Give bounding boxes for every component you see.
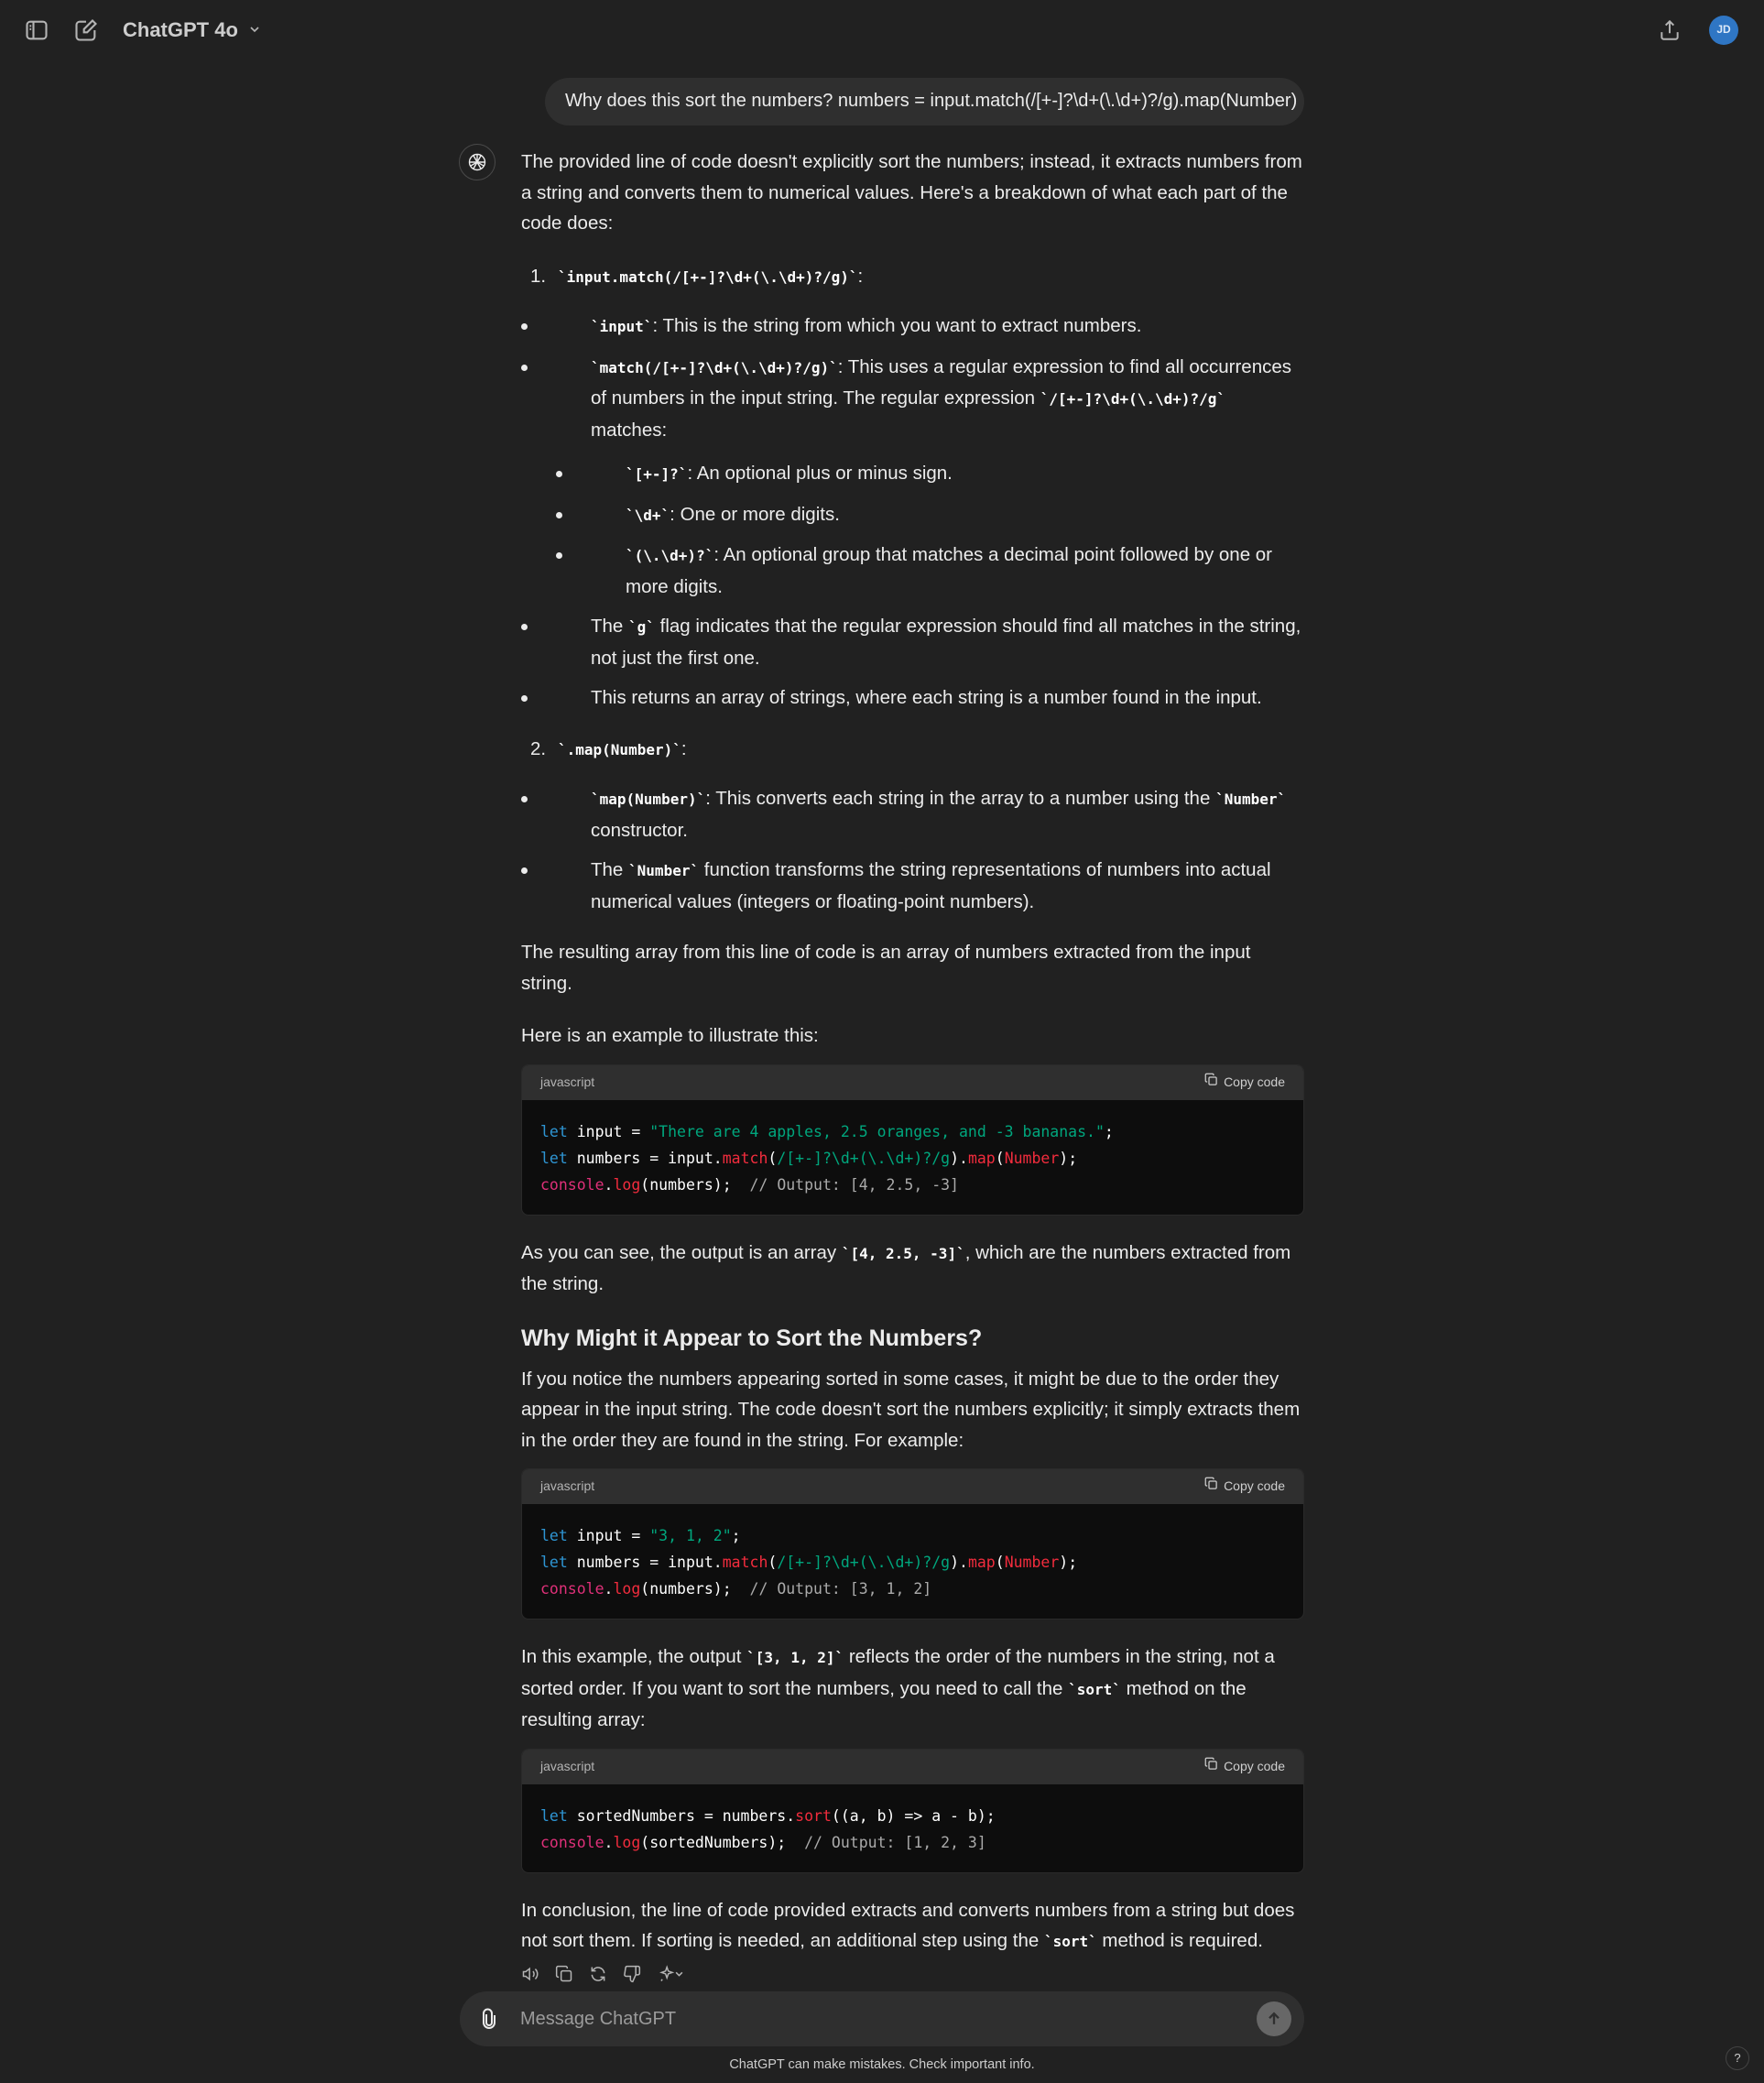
code-token: . (604, 1580, 614, 1598)
code-token: map (967, 1149, 996, 1167)
bullet-map (521, 783, 1304, 845)
inline-code: `sort` (1068, 1680, 1121, 1698)
colon: : (857, 265, 864, 287)
code-token: input = (567, 1527, 650, 1544)
help-button[interactable]: ? (1726, 2046, 1749, 2070)
bullet-text: : An optional plus or minus sign. (687, 463, 953, 484)
code-token: let (540, 1806, 568, 1825)
inline-code: `\d+` (626, 506, 670, 524)
code-token: let (540, 1122, 568, 1140)
paragraph-text: In conclusion, the line of code provided extracts and converts numbers from a string but does not sort them. If sorting is needed, an additional step using the (521, 1899, 1295, 1951)
bullet-text: flag indicates that the regular expression should find all matches in the string, not just the first one. (591, 616, 1301, 669)
chevron-down-icon (247, 15, 262, 46)
paragraph-text: method is required. (1096, 1930, 1263, 1951)
code-header (522, 1469, 1303, 1504)
regex-parts (591, 458, 1304, 602)
code-token: console (540, 1833, 604, 1851)
inline-code: `[4, 2.5, -3]` (841, 1244, 965, 1262)
model-switcher[interactable] (123, 13, 262, 48)
bullet-text: The (591, 859, 629, 880)
copy-code-button[interactable] (1204, 1067, 1285, 1098)
paragraph-text: method on the resulting array: (521, 1677, 1247, 1730)
code-block-3 (521, 1749, 1304, 1873)
copy-code-label: Copy code (1224, 1074, 1285, 1089)
bullet-text: The (591, 616, 629, 637)
message-input[interactable] (520, 2001, 1235, 2037)
code-token: ( (768, 1554, 778, 1571)
code-comment: // Output: [1, 2, 3] (804, 1833, 986, 1851)
inline-code: `/[+-]?\d+(\.\d+)?/g` (1040, 390, 1226, 408)
code-token: ; (731, 1527, 741, 1544)
output-paragraph (521, 1238, 1304, 1300)
sidebar-toggle-icon[interactable] (22, 16, 51, 45)
code-header (522, 1065, 1303, 1100)
inline-code: `.map(Number)` (558, 740, 681, 758)
model-name: ChatGPT 4o (123, 18, 238, 42)
code-token: ; (1104, 1122, 1114, 1140)
code-content (522, 1504, 1303, 1619)
copy-icon (1204, 1751, 1218, 1783)
bullet-input (521, 311, 1304, 343)
code-language: javascript (540, 1074, 595, 1089)
example-explanation-paragraph (521, 1641, 1304, 1736)
share-icon[interactable] (1655, 16, 1684, 45)
code-token: match (722, 1149, 768, 1167)
paragraph-text: As you can see, the output is an array (521, 1241, 842, 1263)
copy-icon (1204, 1471, 1218, 1502)
match-bullets (558, 311, 1304, 714)
paragraph-text: In this example, the output (521, 1646, 747, 1667)
top-bar (0, 0, 1764, 60)
code-token: console (540, 1175, 604, 1194)
bullet-text: constructor. (591, 819, 688, 841)
code-token: log (613, 1580, 641, 1598)
message-composer (460, 1991, 1304, 2046)
inline-code: `Number` (628, 862, 700, 879)
code-token: Number (1004, 1149, 1060, 1167)
paragraph-text: , which are the numbers extracted from the string. (521, 1241, 1291, 1294)
bullet-g-flag (521, 611, 1304, 673)
sub-bullet (591, 458, 1304, 490)
code-token: ( (995, 1554, 1005, 1571)
code-content (522, 1100, 1303, 1215)
code-comment: // Output: [4, 2.5, -3] (749, 1175, 959, 1194)
code-token: "There are 4 apples, 2.5 oranges, and -3 bananas." (649, 1122, 1105, 1140)
code-token: ( (995, 1149, 1005, 1167)
sparkle-model-icon[interactable] (657, 1965, 688, 1983)
user-message-bubble (545, 78, 1304, 125)
list-number: 2. (530, 737, 547, 759)
inline-code: `[3, 1, 2]` (746, 1649, 844, 1666)
code-token: . (604, 1175, 614, 1194)
inline-code: `[+-]?` (626, 465, 688, 483)
message-actions (521, 1965, 1304, 1983)
code-header (522, 1750, 1303, 1784)
code-token: let (540, 1527, 568, 1544)
chatgpt-logo-icon (459, 144, 495, 180)
bullet-text: matches: (591, 419, 668, 441)
sub-bullet (591, 540, 1304, 602)
attach-icon[interactable] (474, 2004, 504, 2034)
code-token: /[+-]?\d+(\.\d+)?/g (777, 1554, 951, 1571)
bullet-returns (521, 682, 1304, 714)
paragraph-text: reflects the order of the numbers in the string, not a sorted order. If you want to sort the numbers, you need to call the (521, 1646, 1275, 1699)
code-token: ); (1059, 1149, 1078, 1167)
thumbs-down-icon[interactable] (623, 1965, 641, 1983)
bullet-match (521, 352, 1304, 603)
code-comment: // Output: [3, 1, 2] (749, 1580, 932, 1598)
bullet-text: : This converts each string in the array to a number using the (705, 788, 1216, 809)
code-token: . (604, 1833, 614, 1851)
code-content (522, 1784, 1303, 1872)
copy-icon (1204, 1067, 1218, 1098)
code-token: log (613, 1175, 641, 1194)
user-message-text: Why does this sort the numbers? numbers = input.match(/[+-]?\d+(\.\d+)?/g).map(Number) (565, 91, 1298, 112)
code-token: (numbers); (640, 1175, 750, 1194)
inline-code: `(\.\d+)?` (626, 547, 714, 564)
code-block-2 (521, 1468, 1304, 1620)
breakdown-list (521, 261, 1304, 918)
code-token: console (540, 1580, 604, 1598)
inline-code: `input.match(/[+-]?\d+(\.\d+)?/g)` (558, 267, 858, 286)
copy-code-label: Copy code (1224, 1478, 1285, 1494)
conclusion-paragraph (521, 1895, 1304, 1958)
bullet-text: : One or more digits. (670, 503, 840, 525)
example-paragraph: Here is an example to illustrate this: (521, 1025, 819, 1046)
code-token: let (540, 1149, 568, 1167)
section-heading: Why Might it Appear to Sort the Numbers? (521, 1325, 983, 1351)
code-token: numbers = input. (567, 1554, 723, 1571)
code-token: input = (567, 1122, 650, 1140)
code-token: log (613, 1833, 641, 1851)
inline-code: `Number` (1215, 791, 1287, 808)
sub-bullet (591, 499, 1304, 531)
inline-code: `input` (591, 318, 653, 335)
bullet-text: : An optional group that matches a decimal point followed by one or more digits. (626, 544, 1273, 597)
code-token: sortedNumbers = numbers. (567, 1806, 796, 1825)
map-bullets (558, 783, 1304, 917)
list-number: 1. (530, 265, 547, 287)
code-token: ((a, b) => a - b); (831, 1806, 996, 1825)
code-language: javascript (540, 1758, 595, 1773)
bullet-text: : This uses a regular expression to find all occurrences of numbers in the input string. The regular expression (591, 355, 1292, 409)
notice-paragraph: If you notice the numbers appearing sorted in some cases, it might be due to the order they appear in the input string. The code doesn't sort the numbers explicitly; it simply extracts them in the order they are found in the string. For example: (521, 1368, 1301, 1451)
bullet-text: function transforms the string representations of numbers into actual numerical values (integers or floating-point numbers). (591, 859, 1271, 912)
inline-code: `sort` (1043, 1933, 1097, 1950)
code-token: sort (795, 1806, 832, 1825)
copy-code-button[interactable] (1204, 1751, 1285, 1783)
copy-code-button[interactable] (1204, 1471, 1285, 1502)
code-token: map (967, 1554, 996, 1571)
inline-code: `match(/[+-]?\d+(\.\d+)?/g)` (591, 358, 838, 376)
bullet-number-fn (521, 855, 1304, 917)
bullet-text: This returns an array of strings, where each string is a number found in the input. (591, 687, 1262, 708)
code-token: match (722, 1554, 768, 1571)
user-avatar[interactable]: JD (1709, 16, 1738, 45)
code-token: /[+-]?\d+(\.\d+)?/g (777, 1149, 951, 1167)
new-chat-icon[interactable] (71, 16, 101, 45)
code-block-1 (521, 1064, 1304, 1216)
list-item-match (521, 261, 1304, 714)
code-language: javascript (540, 1478, 595, 1494)
copy-code-label: Copy code (1224, 1758, 1285, 1773)
code-token: numbers = input. (567, 1149, 723, 1167)
code-token: ). (950, 1149, 968, 1167)
bullet-text: : This is the string from which you want to extract numbers. (652, 315, 1142, 336)
copy-icon[interactable] (555, 1965, 573, 1983)
intro-paragraph: The provided line of code doesn't explicitly sort the numbers; instead, it extracts numbers from a string and converts them to numerical values. Here's a breakdown of what each part of the code does: (521, 151, 1302, 234)
send-button[interactable] (1257, 2001, 1291, 2036)
code-token: Number (1004, 1554, 1060, 1571)
code-token: let (540, 1554, 568, 1571)
code-token: ). (950, 1554, 968, 1571)
code-token: ( (768, 1149, 778, 1167)
disclaimer-text: ChatGPT can make mistakes. Check important info. (729, 2057, 1035, 2072)
inline-code: `g` (628, 618, 655, 636)
read-aloud-icon[interactable] (521, 1965, 539, 1983)
code-token: (sortedNumbers); (640, 1833, 805, 1851)
assistant-message (521, 147, 1304, 1983)
regenerate-icon[interactable] (589, 1965, 607, 1983)
result-paragraph: The resulting array from this line of code is an array of numbers extracted from the input string. (521, 942, 1251, 994)
code-token: "3, 1, 2" (649, 1527, 732, 1544)
list-item-map (521, 734, 1304, 918)
code-token: (numbers); (640, 1580, 750, 1598)
colon: : (681, 737, 687, 759)
inline-code: `map(Number)` (591, 791, 706, 808)
code-token: ); (1059, 1554, 1078, 1571)
